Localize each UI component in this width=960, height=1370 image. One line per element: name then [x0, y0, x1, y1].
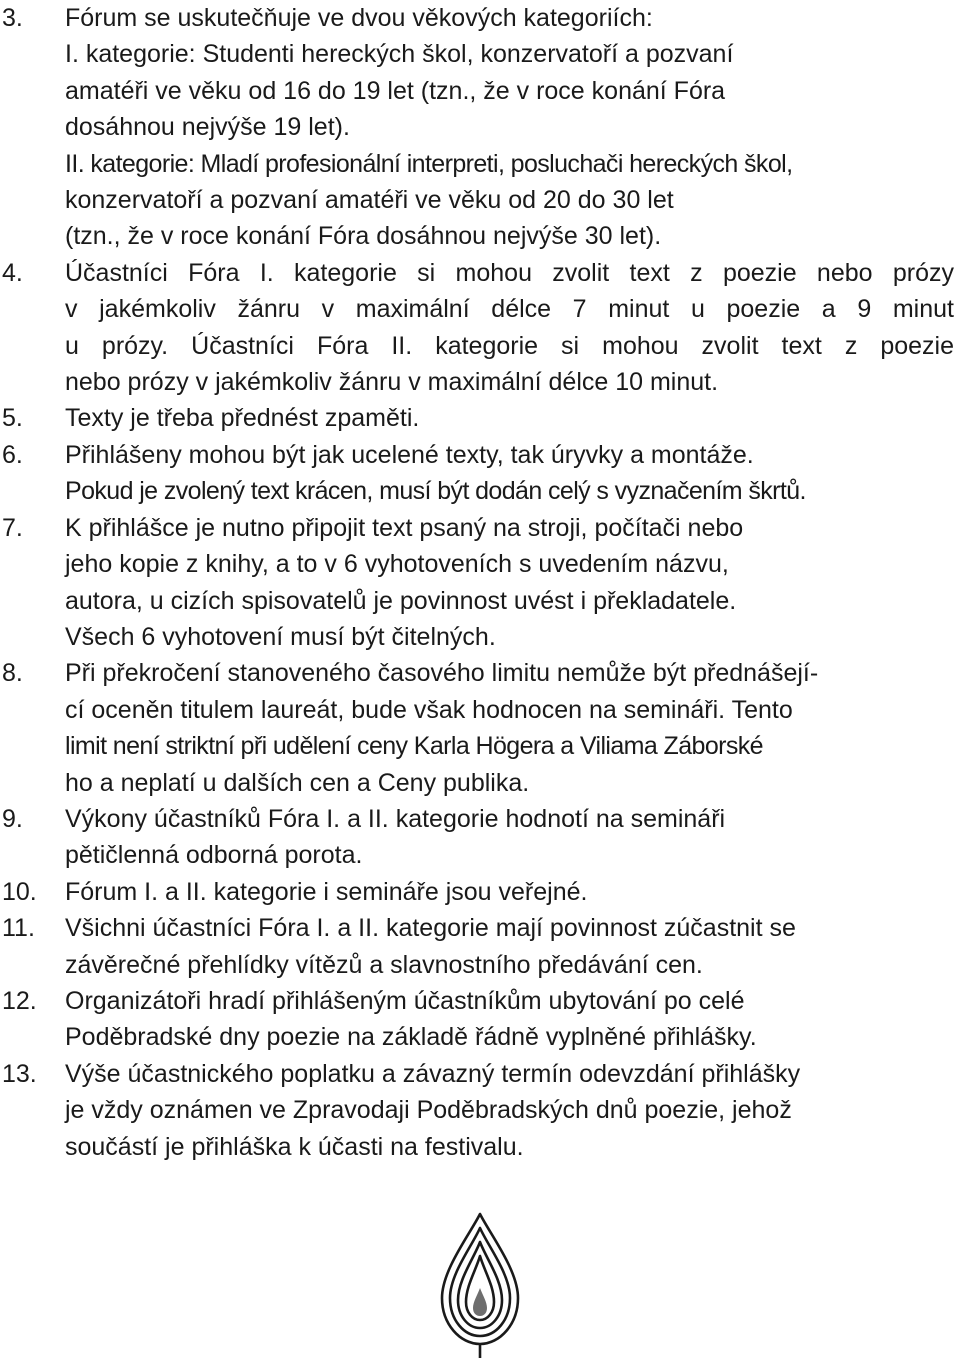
drop-flame-logo-icon — [440, 1212, 520, 1360]
item-line: dosáhnou nejvýše 19 let). — [65, 113, 350, 142]
item-line: pětičlenná odborná porota. — [65, 841, 363, 870]
item-line: Výkony účastníků Fóra I. a II. kategorie hodnotí na semináři — [65, 804, 726, 833]
item-number: 10. — [2, 877, 37, 906]
item-line: u prózy. Účastníci Fóra II. kategorie si mohou zvolit text z poezie — [65, 331, 954, 360]
item-line: Všichni účastníci Fóra I. a II. kategorie mají povinnost zúčastnit se — [65, 914, 796, 943]
list-item-8 — [0, 655, 960, 801]
item-number: 11. — [2, 914, 35, 943]
item-line: Účastníci Fóra I. kategorie si mohou zvolit text z poezie nebo prózy — [65, 258, 954, 287]
list-item-4 — [0, 255, 960, 401]
item-line: je vždy oznámen ve Zpravodaji Poděbradských dnů poezie, jehož — [65, 1096, 792, 1125]
item-number: 13. — [2, 1059, 37, 1088]
item-number: 6. — [2, 440, 23, 469]
item-line: K přihlášce je nutno připojit text psaný na stroji, počítači nebo — [65, 513, 744, 542]
list-item-11 — [0, 910, 960, 983]
item-line: II. kategorie: Mladí profesionální interpreti, posluchači hereckých škol, — [65, 149, 793, 178]
item-number: 5. — [2, 404, 23, 433]
list-item-13 — [0, 1056, 960, 1165]
item-line: součástí je přihláška k účasti na festivalu. — [65, 1132, 524, 1161]
item-number: 8. — [2, 659, 23, 688]
item-line: autora, u cizích spisovatelů je povinnost uvést i překladatele. — [65, 586, 737, 615]
item-number: 9. — [2, 804, 23, 833]
item-line: závěrečné přehlídky vítězů a slavnostního předávání cen. — [65, 950, 703, 979]
item-line: Všech 6 vyhotovení musí být čitelných. — [65, 622, 496, 651]
list-item-10 — [0, 874, 960, 910]
item-line: Při překročení stanoveného časového limitu nemůže být přednášejí- — [65, 659, 819, 688]
item-line: Organizátoři hradí přihlášeným účastníkům ubytování po celé — [65, 986, 745, 1015]
list-item-6 — [0, 437, 960, 510]
item-line: jeho kopie z knihy, a to v 6 vyhotoveních s uvedením názvu, — [65, 550, 729, 579]
item-line: v jakémkoliv žánru v maximální délce 7 minut u poezie a 9 minut — [65, 295, 954, 324]
item-line: cí oceněn titulem laureát, bude však hodnocen na semináři. Tento — [65, 695, 793, 724]
item-line: Fórum I. a II. kategorie i semináře jsou veřejné. — [65, 877, 588, 906]
item-line: amatéři ve věku od 16 do 19 let (tzn., že v roce konání Fóra — [65, 76, 726, 105]
list-item-7 — [0, 510, 960, 656]
list-item-3 — [0, 0, 960, 255]
list-item-12 — [0, 983, 960, 1056]
item-line: Texty je třeba přednést zpaměti. — [65, 404, 420, 433]
item-line: I. kategorie: Studenti hereckých škol, konzervatoří a pozvaní — [65, 40, 734, 69]
item-line: ho a neplatí u dalších cen a Ceny publika. — [65, 768, 530, 797]
item-line: Poděbradské dny poezie na základě řádně vyplněné přihlášky. — [65, 1023, 757, 1052]
list-item-5 — [0, 400, 960, 436]
item-line: limit není striktní při udělení ceny Karla Högera a Viliama Záborské — [65, 732, 763, 761]
list-item-9 — [0, 801, 960, 874]
item-line: Pokud je zvolený text krácen, musí být dodán celý s vyznačením škrtů. — [65, 477, 806, 506]
item-line: Výše účastnického poplatku a závazný termín odevzdání přihlášky — [65, 1059, 801, 1088]
item-number: 12. — [2, 986, 37, 1015]
item-number: 3. — [2, 4, 23, 32]
item-line: nebo prózy v jakémkoliv žánru v maximální délce 10 minut. — [65, 368, 719, 397]
item-line: Přihlášeny mohou být jak ucelené texty, tak úryvky a montáže. — [65, 440, 754, 469]
item-line: (tzn., že v roce konání Fóra dosáhnou nejvýše 30 let). — [65, 222, 662, 251]
item-number: 4. — [2, 258, 23, 287]
item-number: 7. — [2, 513, 23, 542]
item-line: konzervatoří a pozvaní amatéři ve věku od 20 do 30 let — [65, 186, 674, 215]
item-line: Fórum se uskutečňuje ve dvou věkových kategoriích: — [65, 4, 653, 32]
